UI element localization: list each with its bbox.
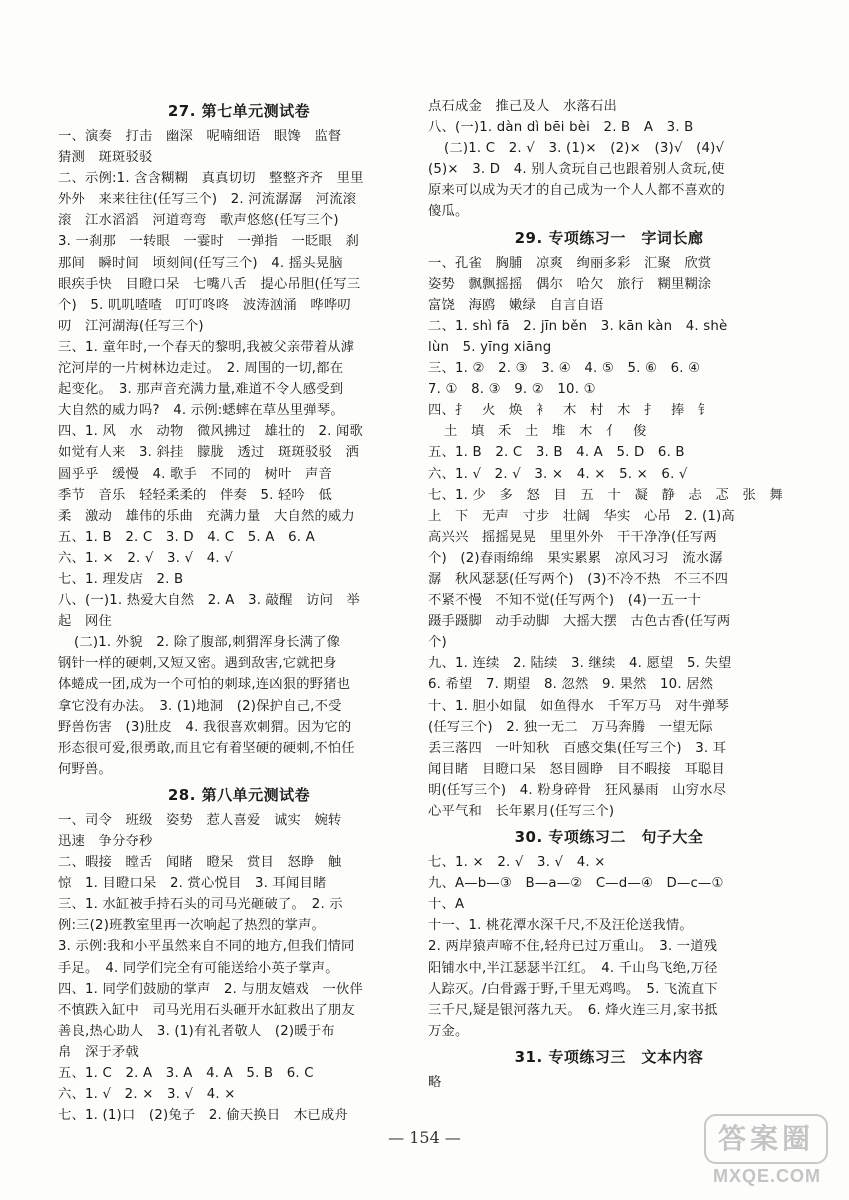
answer-line: 三、1. 水缸被手持石头的司马光砸破了。 2. 示 — [58, 897, 343, 913]
answer-line: lùn 5. yīng xiāng — [428, 339, 552, 355]
answer-line: 潺 秋风瑟瑟(任写两个) (3)不冷不热 不三不四 — [428, 571, 729, 587]
answer-line: 个) (2)春雨绵绵 果实累累 凉风习习 流水潺 — [428, 550, 723, 566]
answer-line: 三千尺,疑是银河落九天。 6. 烽火连三月,家书抵 — [428, 1002, 718, 1018]
answer-line: 眼疾手快 目瞪口呆 七嘴八舌 提心吊胆(任写三 — [58, 276, 361, 292]
answer-line: 万金。 — [428, 1023, 469, 1039]
answer-line: 点石成金 推己及人 水落石出 — [428, 99, 617, 114]
answer-line: 六、1. × 2. √ 3. √ 4. √ — [58, 550, 233, 566]
answer-line: 体蜷成一团,成为一个可怕的刺球,连凶狠的野猪也 — [58, 677, 351, 693]
answer-line: 外外 来来往往(任写三个) 2. 河流潺潺 河流滚 — [58, 192, 357, 208]
answer-line: 人踪灭。/白骨露于野,千里无鸡鸣。 5. 飞流直下 — [428, 981, 718, 997]
answer-line: 个) 5. 叽叽喳喳 叮叮咚咚 波涛汹涌 哗哗叨 — [58, 297, 351, 313]
answer-line: 九、1. 连续 2. 陆续 3. 继续 4. 愿望 5. 失望 — [428, 656, 732, 672]
answer-line: 三、1. ② 2. ③ 3. ④ 4. ⑤ 5. ⑥ 6. ④ — [428, 361, 701, 377]
section-title: 30. 专项练习二 句子大全 — [514, 828, 704, 847]
answer-line: 富饶 海鸥 嫩绿 自言自语 — [428, 297, 604, 313]
answer-line: 九、A—b—③ B—a—② C—d—④ D—c—① — [428, 876, 724, 892]
answer-line: 野兽伤害 (3)肚皮 4. 我很喜欢刺猬。因为它的 — [58, 719, 352, 735]
answer-line: 迅速 争分夺秒 — [58, 834, 153, 849]
answer-line: 六、1. √ 2. × 3. √ 4. × — [58, 1087, 236, 1103]
answer-line: 五、1. B 2. C 3. D 4. C 5. A 6. A — [58, 529, 315, 545]
answer-line: 四、1. 风 水 动物 微风拂过 雄壮的 2. 闻歌 — [58, 424, 363, 440]
answer-line: 高兴兴 摇摇晃晃 里里外外 干干净净(任写两 — [428, 529, 717, 545]
answer-line: 惊 1. 目瞪口呆 2. 赏心悦目 3. 耳闻目睹 — [58, 876, 327, 892]
section-title: 28. 第八单元测试卷 — [167, 785, 311, 804]
answer-line: 钢针一样的硬刺,又短又密。遇到敌害,它就把身 — [58, 656, 337, 672]
answer-line: 不慎跌入缸中 司马光用石头砸开水缸救出了朋友 — [58, 1002, 355, 1018]
answer-line: 柔 激动 雄伟的乐曲 充满力量 大自然的威力 — [58, 508, 355, 524]
answer-line: 土 填 禾 土 堆 木 亻 俊 — [444, 424, 647, 440]
answer-line: 十、A — [428, 897, 465, 913]
answer-line: 七、1. 理发店 2. B — [58, 571, 184, 587]
answer-line: 猜测 斑斑驳驳 — [58, 150, 153, 166]
answer-line: 二、1. shì fā 2. jīn běn 3. kān kàn 4. shè — [428, 318, 728, 334]
answer-line: 二、示例:1. 含含糊糊 真真切切 整整齐齐 里里 — [58, 171, 364, 187]
answer-line: 一、司令 班级 姿势 惹人喜爱 诚实 婉转 — [58, 812, 342, 828]
answer-line: 起 网住 — [58, 614, 112, 630]
answer-line: 圆乎乎 缓慢 4. 歌手 不同的 树叶 声音 — [58, 466, 332, 482]
answer-line: 3. 一刹那 一转眼 一霎时 一弹指 一眨眼 刹 — [58, 234, 359, 250]
answer-line: 一、演奏 打击 幽深 呢喃细语 眼馋 监督 — [58, 129, 342, 144]
answer-line: 大自然的威力吗? 4. 示例:蟋蟀在草丛里弹琴。 — [58, 403, 344, 419]
answer-line: 7. ① 8. ③ 9. ② 10. ① — [428, 382, 596, 398]
answer-line: 六、1. √ 2. √ 3. × 4. × 5. × 6. √ — [428, 466, 688, 482]
watermark-logo — [690, 1108, 840, 1194]
section-title: 29. 专项练习一 字词长廊 — [514, 228, 704, 247]
page-number: — 154 — — [388, 1128, 461, 1147]
answer-line: (二)1. 外貌 2. 除了腹部,刺猬浑身长满了像 — [74, 635, 341, 651]
answer-line: 姿势 飘飘摇摇 偶尔 哈欠 旅行 糊里糊涂 — [428, 276, 712, 292]
answer-line: 五、1. C 2. A 3. A 4. A 5. B 6. C — [58, 1066, 314, 1082]
answer-line: 善良,热心助人 3. (1)有礼者敬人 (2)暖于布 — [58, 1023, 335, 1039]
answer-line: 拿它没有办法。 3. (1)地洞 (2)保护自己,不受 — [58, 698, 342, 714]
answer-line: 不紧不慢 不知不觉(任写两个) (4)一五一十 — [428, 593, 702, 609]
answer-line: 原来可以成为天才的自己成为一个人人都不喜欢的 — [428, 183, 725, 199]
answer-line: 七、1. 少 多 怒 目 五 十 凝 静 忐 忑 张 舞 — [428, 487, 783, 503]
answer-line: 如觉有人来 3. 斜挂 朦胧 透过 斑斑驳驳 洒 — [58, 445, 359, 461]
answer-line: 例:三(2)班教室里再一次响起了热烈的掌声。 — [58, 918, 326, 934]
answer-line: 起变化。 3. 那声音充满力量,难道不令人感受到 — [58, 382, 344, 398]
answer-line: 四、1. 同学们鼓励的掌声 2. 与朋友嬉戏 一伙伴 — [58, 981, 363, 997]
answer-line: 十、1. 胆小如鼠 如鱼得水 千军万马 对牛弹琴 — [428, 698, 729, 714]
answer-line: 七、1. (1)口 (2)兔子 2. 偷天换日 木已成舟 — [58, 1108, 348, 1124]
answer-column-right — [428, 96, 790, 1093]
answer-line: 丢三落四 一叶知秋 百感交集(任写三个) 3. 耳 — [428, 740, 727, 756]
answer-line: 个) — [428, 635, 447, 651]
answer-line: 一、孔雀 胸脯 凉爽 绚丽多彩 汇聚 欣赏 — [428, 255, 712, 271]
watermark-logo-text: 答案圈 — [704, 1114, 828, 1164]
answer-line: 何野兽。 — [58, 761, 112, 777]
answer-line: 略 — [428, 1074, 442, 1090]
answer-line: 形态很可爱,很勇敢,而且它有着坚硬的硬刺,不怕任 — [58, 740, 355, 756]
answer-line: 七、1. × 2. √ 3. √ 4. × — [428, 855, 606, 871]
answer-line: (任写三个) 2. 独一无二 万马奔腾 一望无际 — [428, 719, 713, 735]
answer-line: 季节 音乐 轻轻柔柔的 伴奏 5. 轻吟 低 — [58, 487, 332, 503]
answer-column-left — [58, 96, 420, 1126]
answer-line: 闻目睹 目瞪口呆 怒目圆睁 目不暇接 耳聪目 — [428, 761, 725, 777]
answer-line: 沱河岸的一片树林边走过。 2. 周围的一切,都在 — [58, 361, 344, 377]
answer-line: 帛 深于矛戟 — [58, 1044, 139, 1060]
answer-line: 蹑手蹑脚 动手动脚 大摇大摆 古色古香(任写两 — [428, 614, 731, 630]
watermark-site-text: MXQE.COM — [712, 1166, 821, 1186]
answer-line: 心平气和 长年累月(任写三个) — [428, 804, 615, 819]
section-title: 27. 第七单元测试卷 — [167, 102, 311, 120]
answer-line: 滚 江水滔滔 河道弯弯 歌声悠悠(任写三个) — [58, 213, 339, 229]
answer-line: 那间 瞬时间 顷刻间(任写三个) 4. 摇头晃脑 — [58, 255, 343, 271]
answer-line: 上 下 无声 寸步 壮阔 华实 心吊 2. (1)高 — [428, 508, 735, 524]
answer-line: 明(任写三个) 4. 粉身碎骨 狂风暴雨 山穷水尽 — [428, 782, 727, 798]
section-title: 31. 专项练习三 文本内容 — [514, 1047, 704, 1066]
answer-line: 八、(一)1. 热爱大自然 2. A 3. 敲醒 访问 举 — [58, 593, 361, 609]
answer-line: 2. 两岸猿声啼不住,轻舟已过万重山。 3. 一道残 — [428, 939, 718, 955]
answer-line: 四、扌 火 焕 衤 木 村 木 扌 捧 钅 — [428, 403, 712, 419]
answer-line: 三、1. 童年时,一个春天的黎明,我被父亲带着从滹 — [58, 339, 355, 355]
answer-line: 手足。 4. 同学们完全有可能送给小英子掌声。 — [58, 960, 339, 976]
answer-line: 八、(一)1. dàn dì bēi bèi 2. B A 3. B — [428, 120, 694, 136]
answer-line: 6. 希望 7. 期望 8. 忽然 9. 果然 10. 居然 — [428, 677, 714, 693]
answer-line: 3. 示例:我和小平虽然来自不同的地方,但我们情同 — [58, 939, 355, 955]
answer-line: 阳铺水中,半江瑟瑟半江红。 4. 千山鸟飞绝,万径 — [428, 960, 718, 976]
answer-line: 傻瓜。 — [428, 204, 469, 220]
answer-line: 十一、1. 桃花潭水深千尺,不及汪伦送我情。 — [428, 918, 693, 934]
answer-line: 叨 江河湖海(任写三个) — [58, 318, 204, 334]
answer-line: 五、1. B 2. C 3. B 4. A 5. D 6. B — [428, 445, 685, 461]
answer-line: 二、暇接 瞠舌 闻睹 瞪呆 赏目 怒睁 触 — [58, 855, 342, 871]
answer-line: (二)1. C 2. √ 3. (1)× (2)× (3)√ (4)√ — [444, 141, 725, 157]
answer-line: (5)× 3. D 4. 别人贪玩自己也跟着别人贪玩,使 — [428, 162, 725, 178]
